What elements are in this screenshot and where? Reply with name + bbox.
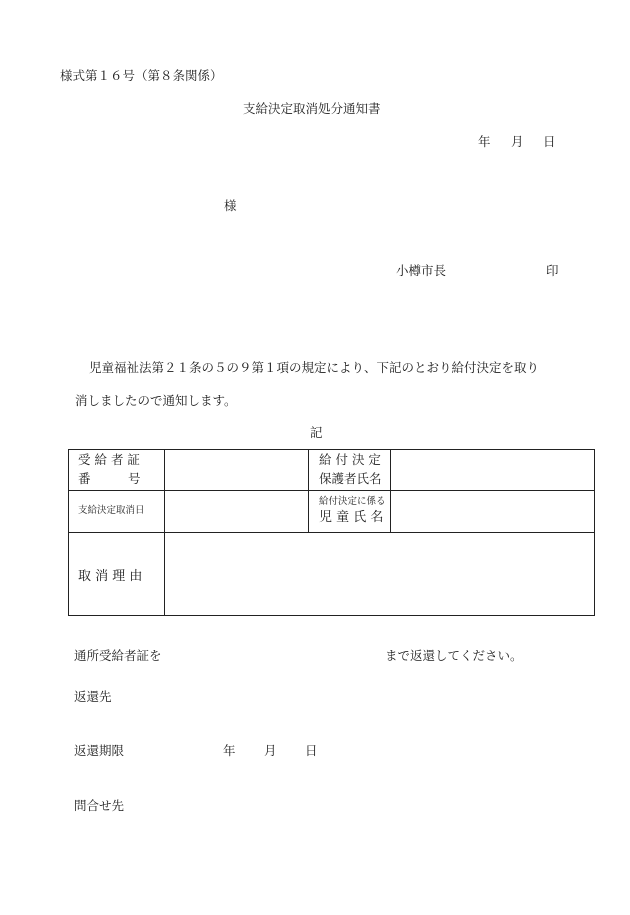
recipient-cert-label-line2: 番 号 — [78, 471, 141, 486]
date-day-label: 日 — [543, 134, 556, 149]
cancellation-details-table — [68, 449, 595, 616]
cancel-reason-value — [165, 533, 595, 616]
body-line-1: 児童福祉法第２１条の５の９第１項の規定により、下記のとおり給付決定を取り — [89, 360, 540, 375]
child-name-label-line1: 給付決定に係る — [319, 495, 386, 507]
table-row — [69, 491, 595, 533]
deadline-day-label: 日 — [305, 743, 318, 758]
seal-mark: 印 — [546, 263, 559, 278]
guardian-name-label-line1: 給 付 決 定 — [319, 452, 381, 468]
recipient-cert-label-line1: 受 給 者 証 — [78, 452, 140, 468]
recipient-cert-value — [165, 450, 309, 491]
cancel-date-label: 支給決定取消日 — [69, 491, 165, 533]
child-name-label-line2: 児 童 氏 名 — [319, 509, 384, 525]
date-year-label: 年 — [478, 134, 491, 149]
deadline-month-label: 月 — [264, 743, 277, 758]
guardian-name-label — [309, 450, 391, 491]
issuer-name: 小樽市長 — [396, 263, 447, 278]
cancel-date-value — [165, 491, 309, 533]
child-name-label — [309, 491, 391, 533]
document-title: 支給決定取消処分通知書 — [243, 101, 381, 116]
contact-label: 問合せ先 — [74, 798, 125, 813]
date-month-label: 月 — [511, 134, 524, 149]
addressee-honorific: 様 — [224, 198, 237, 213]
table-row — [69, 450, 595, 491]
return-instruction-tail: まで返還してください。 — [385, 648, 523, 663]
recipient-cert-label — [69, 450, 165, 491]
child-name-value — [391, 491, 595, 533]
deadline-year-label: 年 — [223, 743, 236, 758]
body-line-2: 消しましたので通知します。 — [75, 393, 237, 408]
guardian-name-value — [391, 450, 595, 491]
return-destination-label: 返還先 — [74, 689, 112, 704]
return-instruction-lead: 通所受給者証を — [74, 648, 162, 663]
return-deadline-label: 返還期限 — [74, 743, 125, 758]
guardian-name-label-line2: 保護者氏名 — [319, 471, 382, 486]
cancel-reason-label: 取 消 理 由 — [69, 533, 165, 616]
form-number: 様式第１６号（第８条関係） — [60, 68, 223, 83]
ki-heading: 記 — [310, 425, 323, 440]
table-row — [69, 533, 595, 616]
